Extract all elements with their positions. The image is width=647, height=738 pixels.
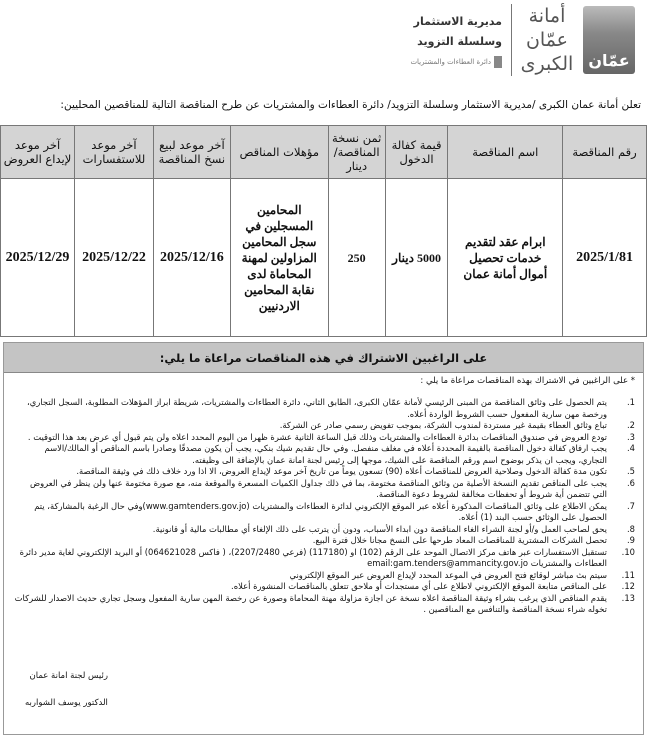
col-header: ثمن نسخة المناقصة/دينار (328, 126, 385, 179)
list-item (14, 478, 635, 501)
table-header-row (1, 126, 647, 179)
list-item (14, 420, 635, 432)
letterhead (380, 0, 647, 85)
item-text: تستقبل الاستفسارات عبر هاتف مركز الاتصال الموحد على الرقم (102) او (117180) (فرعي 2207/2480)، ( فاكس 064621028) أو البريد الإلكتروني لغاية مدير دائرة العطاءات والمشتريات email:gam.tenders@ammancity.gov.jo (19, 546, 607, 568)
list-item (14, 593, 635, 616)
item-number: 10. (621, 546, 635, 557)
item-number: 6. (626, 477, 635, 488)
col-header: آخر موعد لبيع نسخ المناقصة (153, 126, 230, 179)
item-number: 1. (626, 397, 635, 407)
item-number: 11. (621, 569, 635, 580)
divider (511, 4, 512, 76)
sale-deadline: 2025/12/16 (153, 179, 230, 337)
bid-bond: 5000 دينار (385, 179, 448, 337)
col-header: آخر موعد لإيداع العروض (1, 126, 75, 179)
item-text: سيتم بث مباشر لوقائع فتح العروض في الموعد المحدد لإيداع العروض عبر الموقع الإلكتروني (289, 569, 607, 580)
item-text: يجب ارفاق كفالة دخول المناقصة بالقيمة المحددة أعلاه في مغلف منفصل. وفي حال تقديم شيك بنكي، يجب أن يكون مصدقًا وصادرا باسم المناقص أو المالك/الاسم التجاري، ويجب ان يذكر بوضوح اسم ورقم المناقصة على الشيك، موجها إلى رئيس لجنة امانة عمان بالإضافة الى وظيفته. (44, 443, 607, 465)
item-text: تحصل الشركات المشترية للمناقصات المعاد طرحها على النسخ مجانا خلال فترة البيع. (312, 535, 607, 545)
item-number: 2. (626, 420, 635, 430)
list-item (14, 581, 635, 593)
list-item (14, 466, 635, 478)
amman-logo: عمّان (583, 6, 635, 74)
item-text: تباع وثائق العطاء بقيمة غير مستردة لمندوب الشركة، بموجب تفويض رسمي صادر عن الشركة. (279, 420, 607, 430)
tender-number: 2025/1/81 (563, 179, 647, 337)
item-text: تودع العروض في صندوق المناقصات بدائرة العطاءات والمشتريات وذلك قبل الساعة الثانية عشرة ظهرا من اليوم المحدد اعلاه ولن يتم قبول أي عرض بعد هذا التوقيت . (27, 431, 607, 442)
item-number: 4. (626, 443, 635, 453)
list-item (14, 443, 635, 466)
item-text: يجب على المناقص تقديم النسخة الأصلية من وثائق المناقصة مختومة، بما في ذلك جداول الكميات المسعرة والموقعة منه، مع صورة مختومة عنها ولن ينظر في العروض التي تتضمن أية شروط أو تحفظات مخالفة لشروط دعوة المناقصة. (29, 477, 607, 499)
list-item (14, 547, 635, 570)
col-header: مؤهلات المناقص (230, 126, 328, 179)
item-number: 13. (621, 592, 635, 603)
item-text: تكون مدة كفالة الدخول وصلاحية العروض للمناقصات أعلاه (90) تسعون يوماً من تاريخ آخر موعد لإيداع العروض، الا اذا ورد خلاف ذلك في وثيقة المناقصة. (76, 466, 607, 476)
col-header: قيمة كفالة الدخول (385, 126, 448, 179)
item-text: يقدم المناقص الذي يرغب بشراء وثيقة المناقصة اعلاه نسخة عن اجازة مزاولة مهنة المحاماة وصورة عن رخصة المهن سارية المفعول وسجل تجاري حديث الاصدار للشركات تخوله شراء نسخة المناقصة والتنافس مع المناقصين . (14, 592, 607, 614)
submission-deadline: 2025/12/29 (1, 179, 75, 337)
conditions-title: على الراغبين الاشتراك في هذه المناقصات مراعاة ما يلي: (4, 343, 643, 373)
copy-price: 250 (328, 179, 385, 337)
conditions-lead: * على الراغبين في الاشتراك بهذه المناقصات مراعاة ما يلي : (420, 376, 635, 386)
tender-name: ابرام عقد لتقديم خدمات تحصيل أموال أمانة عمان (448, 179, 563, 337)
signature-block: رئيس لجنة امانة عمان الدكتور يوسف الشواربه (25, 671, 108, 708)
qualifications: المحامين المسجلين في سجل المحامين المزاولين لمهنة المحاماة لدى نقابة المحامين الاردنيين (230, 179, 328, 337)
col-header: رقم المناقصة (563, 126, 647, 179)
item-number: 7. (626, 500, 635, 511)
item-text: يتم الحصول على وثائق المناقصة من المبنى الرئيسي لأمانة عمّان الكبرى، الطابق الثاني، دائرة العطاءات والمشتريات، شريطة ابراز المؤهلات المطلوبة، السجل التجاري، ورخصة مهن سارية المفعول حسب الشروط الواردة أعلاه. (27, 397, 607, 419)
item-text: على المناقص متابعة الموقع الإلكتروني لاطلاع على أي مستجدات أو ملاحق تتعلق بالمناقصات المنشورة أعلاه. (231, 581, 607, 591)
tender-table (0, 125, 647, 337)
intro-text: تعلن أمانة عمان الكبرى /مديرية الاستثمار وسلسلة التزويد/ دائرة العطاءات والمشتريات عن طرح المناقصة التالية للمناقصين المحليين: (60, 99, 641, 111)
conditions-list (4, 389, 643, 616)
table-row (1, 179, 647, 337)
list-item (14, 570, 635, 582)
item-number: 8. (626, 523, 635, 534)
list-item (14, 535, 635, 547)
logo-text: أمانة عمّان الكبرى (520, 5, 574, 75)
item-number: 9. (626, 535, 635, 545)
department: مديرية الاستثمار وسلسلة التزويد دائرة العطاءات والمشتريات (410, 15, 502, 66)
item-number: 3. (626, 431, 635, 442)
item-number: 12. (621, 581, 635, 591)
item-text: يحق لصاحب العمل و/أو لجنة الشراء الغاء المناقصة دون ابداء الأسباب، ودون أن يترتب على ذلك الإلغاء أي مطالبات مالية أو قانونية. (152, 523, 607, 534)
list-item (14, 432, 635, 444)
col-header: آخر موعد للاستفسارات (75, 126, 154, 179)
inquiry-deadline: 2025/12/22 (75, 179, 154, 337)
list-item (14, 397, 635, 420)
list-item (14, 501, 635, 524)
col-header: اسم المناقصة (448, 126, 563, 179)
square-icon (494, 56, 502, 68)
item-text: يمكن الاطلاع على وثائق المناقصات المذكورة أعلاه عبر الموقع الإلكتروني لدائرة العطاءات والمشتريات (www.gamtenders.gov.jo)وفي حال الرغبة بالمشاركة، يتم الحصول على الوثائق حسب البند (1) أعلاه. (34, 500, 607, 522)
item-number: 5. (626, 466, 635, 476)
list-item (14, 524, 635, 536)
